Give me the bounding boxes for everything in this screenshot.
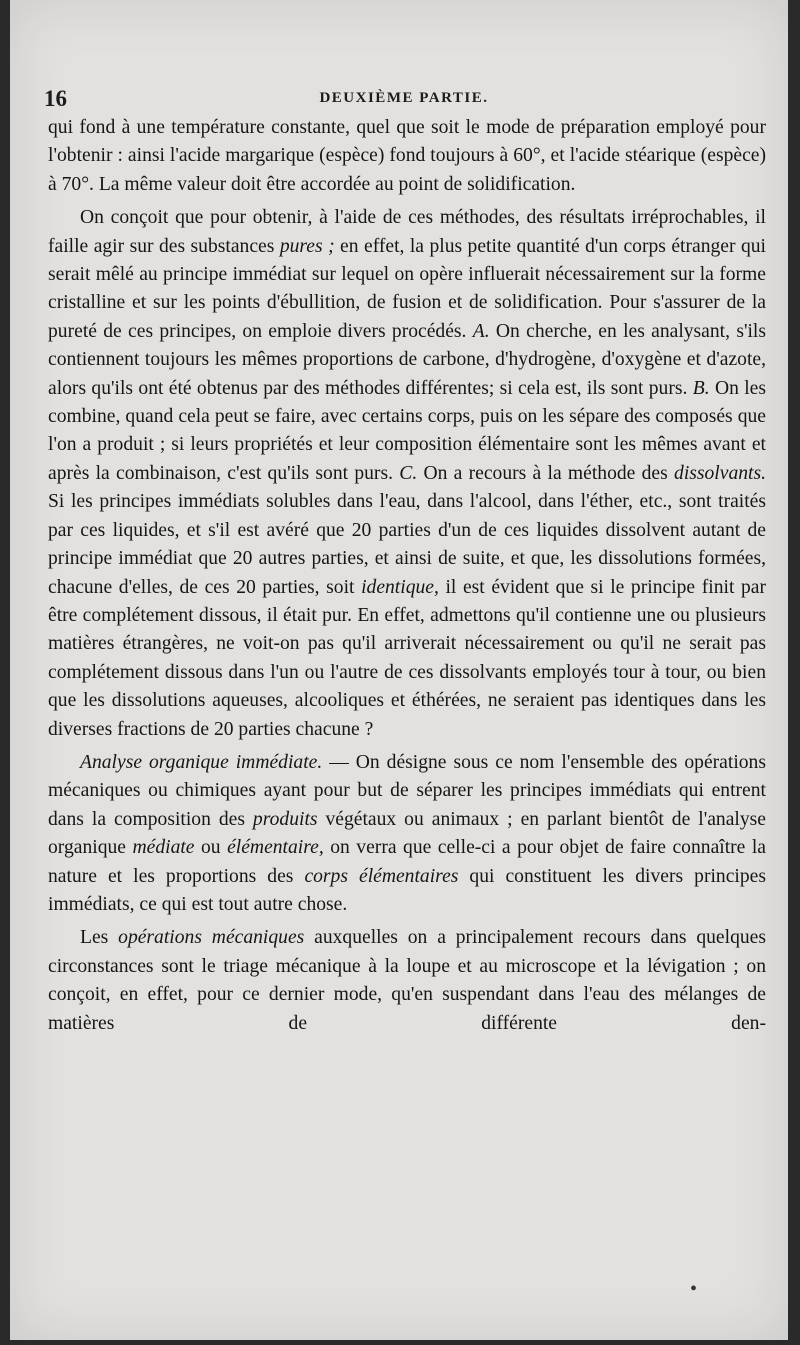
paragraph-2: On conçoit que pour obtenir, à l'aide de ces méthodes, des résultats irréprochables, il faille agir sur des substances pures ; en effet, la plus petite quantité d'un corps étranger qui serait mêlé au principe immédiat sur lequel on opère influerait nécessairement sur la forme cristalline et sur les points d'ébullition, de fusion et de solidification. Pour s'assurer de la pureté de ces principes, on emploie divers procédés. A. On cherche, en les analysant, s'ils contiennent toujours les mêmes proportions de carbone, d'hydrogène, d'oxygène et d'azote, alors qu'ils ont été obtenus par des méthodes différentes; si cela est, ils sont purs. B. On les combine, quand cela peut se faire, avec certains corps, puis on les sépare des composés que l'on a produit ; si leurs propriétés et leur composition élémentaire sont les mêmes avant et après la combinaison, c'est qu'ils sont purs. C. On a recours à la méthode des dissolvants. Si les principes immédiats solubles dans l'eau, dans l'alcool, dans l'éther, etc., sont traités par ces liquides, et s'il est avéré que 20 parties d'un de ces liquides dissolvent autant de principe immédiat que 20 autres parties, et ainsi de suite, et que, les dissolutions formées, chacune d'elles, de ces 20 parties, soit identique, il est évident que si le principe finit par être complétement dissous, il était pur. En effet, admettons qu'il contienne une ou plusieurs matières étrangères, ne voit-on pas qu'il arriverait nécessairement ou qu'il ne serait pas complétement dissous dans l'un ou l'autre de ces dissolvants employés tour à tour, ou bien que les dissolutions aqueuses, alcooliques et éthérées, ne seraient pas identiques dans les diverses fractions de 20 parties chacune ? [48, 207, 767, 740]
ink-speck: • [690, 1278, 698, 1300]
body-text [48, 114, 766, 1043]
paragraph-3: Analyse organique immédiate. — On désigne sous ce nom l'ensemble des opérations mécaniques ou chimiques ayant pour but de séparer les principes immédiats qui entrent dans la composition des produits végétaux ou animaux ; en parlant bientôt de l'analyse organique médiate ou élémentaire, on verra que celle-ci a pour objet de faire connaître la nature et les proportions des corps élémentaires qui constituent les divers principes immédiats, ce qui est tout autre chose. [48, 751, 766, 915]
paragraph-4: Les opérations mécaniques auxquelles on a principalement recours dans quelques circonstances sont le triage mécanique à la loupe et au microscope et la lévigation ; on conçoit, en effet, pour ce dernier mode, qu'en suspendant dans l'eau des mélanges de matières de différente den- [48, 927, 766, 1034]
paragraph-1: qui fond à une température constante, quel que soit le mode de préparation employé pour l'obtenir : ainsi l'acide margarique (espèce) fond toujours à 60°, et l'acide stéarique (espèce) à 70°. La même valeur doit être accordée au point de solidification. [48, 117, 766, 195]
book-page [10, 0, 788, 1340]
page-number: 16 [44, 86, 67, 111]
running-head: DEUXIÈME PARTIE. [319, 90, 489, 106]
page-header [44, 86, 764, 112]
